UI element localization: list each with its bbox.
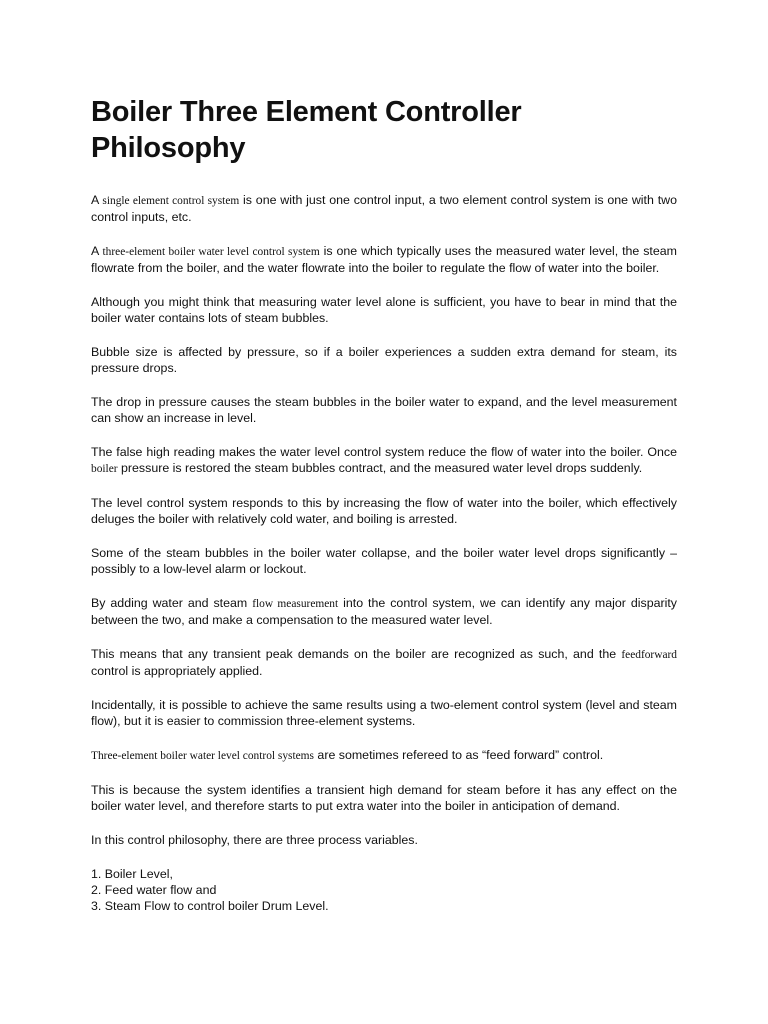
link-boiler[interactable]: boiler bbox=[91, 463, 118, 475]
text-run: is one which typically uses the measured water level, the steam flowrate from the boiler, and the water flowrate into the boiler to regulate the flow of water into the boiler. bbox=[91, 244, 677, 275]
document-page bbox=[91, 94, 677, 914]
paragraph-6 bbox=[91, 444, 677, 477]
document-title: Boiler Three Element Controller Philosophy bbox=[91, 96, 522, 164]
paragraph-12 bbox=[91, 747, 677, 764]
link-flow-measurement[interactable]: flow measurement bbox=[252, 598, 339, 610]
text-run: are sometimes refereed to as “feed forward” control. bbox=[313, 748, 604, 762]
list-item: 1. Boiler Level, bbox=[91, 867, 173, 881]
link-feedforward[interactable]: feedforward bbox=[621, 649, 677, 661]
paragraph-7: The level control system responds to this by increasing the flow of water into the boiler, which effectively deluges the boiler with relatively cold water, and boiling is arrested. bbox=[91, 496, 677, 526]
paragraph-4: Bubble size is affected by pressure, so if a boiler experiences a sudden extra demand for steam, its pressure drops. bbox=[91, 345, 677, 375]
text-run: The false high reading makes the water level control system reduce the flow of water into the boiler. Once bbox=[91, 445, 677, 459]
text-run: A bbox=[91, 193, 103, 207]
paragraph-5: The drop in pressure causes the steam bubbles in the boiler water to expand, and the level measurement can show an increase in level. bbox=[91, 395, 677, 425]
text-run: into the control system, we can identify any major disparity between the two, and make a compensation to the measured water level. bbox=[91, 596, 677, 627]
process-variable-list bbox=[91, 866, 677, 914]
list-item: 2. Feed water flow and bbox=[91, 883, 217, 897]
paragraph-2 bbox=[91, 243, 677, 276]
link-three-element-systems[interactable]: Three-element boiler water level control systems bbox=[91, 750, 314, 762]
text-run: is one with just one control input, a two element control system is one with two control inputs, etc. bbox=[91, 193, 677, 224]
paragraph-1 bbox=[91, 192, 677, 225]
paragraph-11: Incidentally, it is possible to achieve the same results using a two-element control system (level and steam flow), but it is easier to commission three-element systems. bbox=[91, 698, 677, 728]
paragraph-10 bbox=[91, 646, 677, 679]
paragraph-9 bbox=[91, 595, 677, 628]
paragraph-13: This is because the system identifies a transient high demand for steam before it has any effect on the boiler water level, and therefore starts to put extra water into the boiler in anticipation of demand. bbox=[91, 783, 677, 813]
link-single-element-control-system[interactable]: single element control system bbox=[102, 195, 240, 207]
text-run: pressure is restored the steam bubbles contract, and the measured water level drops suddenly. bbox=[117, 461, 643, 475]
paragraph-3: Although you might think that measuring water level alone is sufficient, you have to bear in mind that the boiler water contains lots of steam bubbles. bbox=[91, 295, 677, 325]
text-run: control is appropriately applied. bbox=[91, 664, 263, 678]
list-item: 3. Steam Flow to control boiler Drum Level. bbox=[91, 899, 329, 913]
text-run: This means that any transient peak demands on the boiler are recognized as such, and the bbox=[91, 647, 622, 661]
paragraph-14: In this control philosophy, there are three process variables. bbox=[91, 833, 418, 847]
paragraph-8: Some of the steam bubbles in the boiler water collapse, and the boiler water level drops significantly – possibly to a low-level alarm or lockout. bbox=[91, 546, 677, 576]
link-three-element-control-system[interactable]: three-element boiler water level control system bbox=[102, 246, 320, 258]
text-run: By adding water and steam bbox=[91, 596, 253, 610]
text-run: A bbox=[91, 244, 103, 258]
